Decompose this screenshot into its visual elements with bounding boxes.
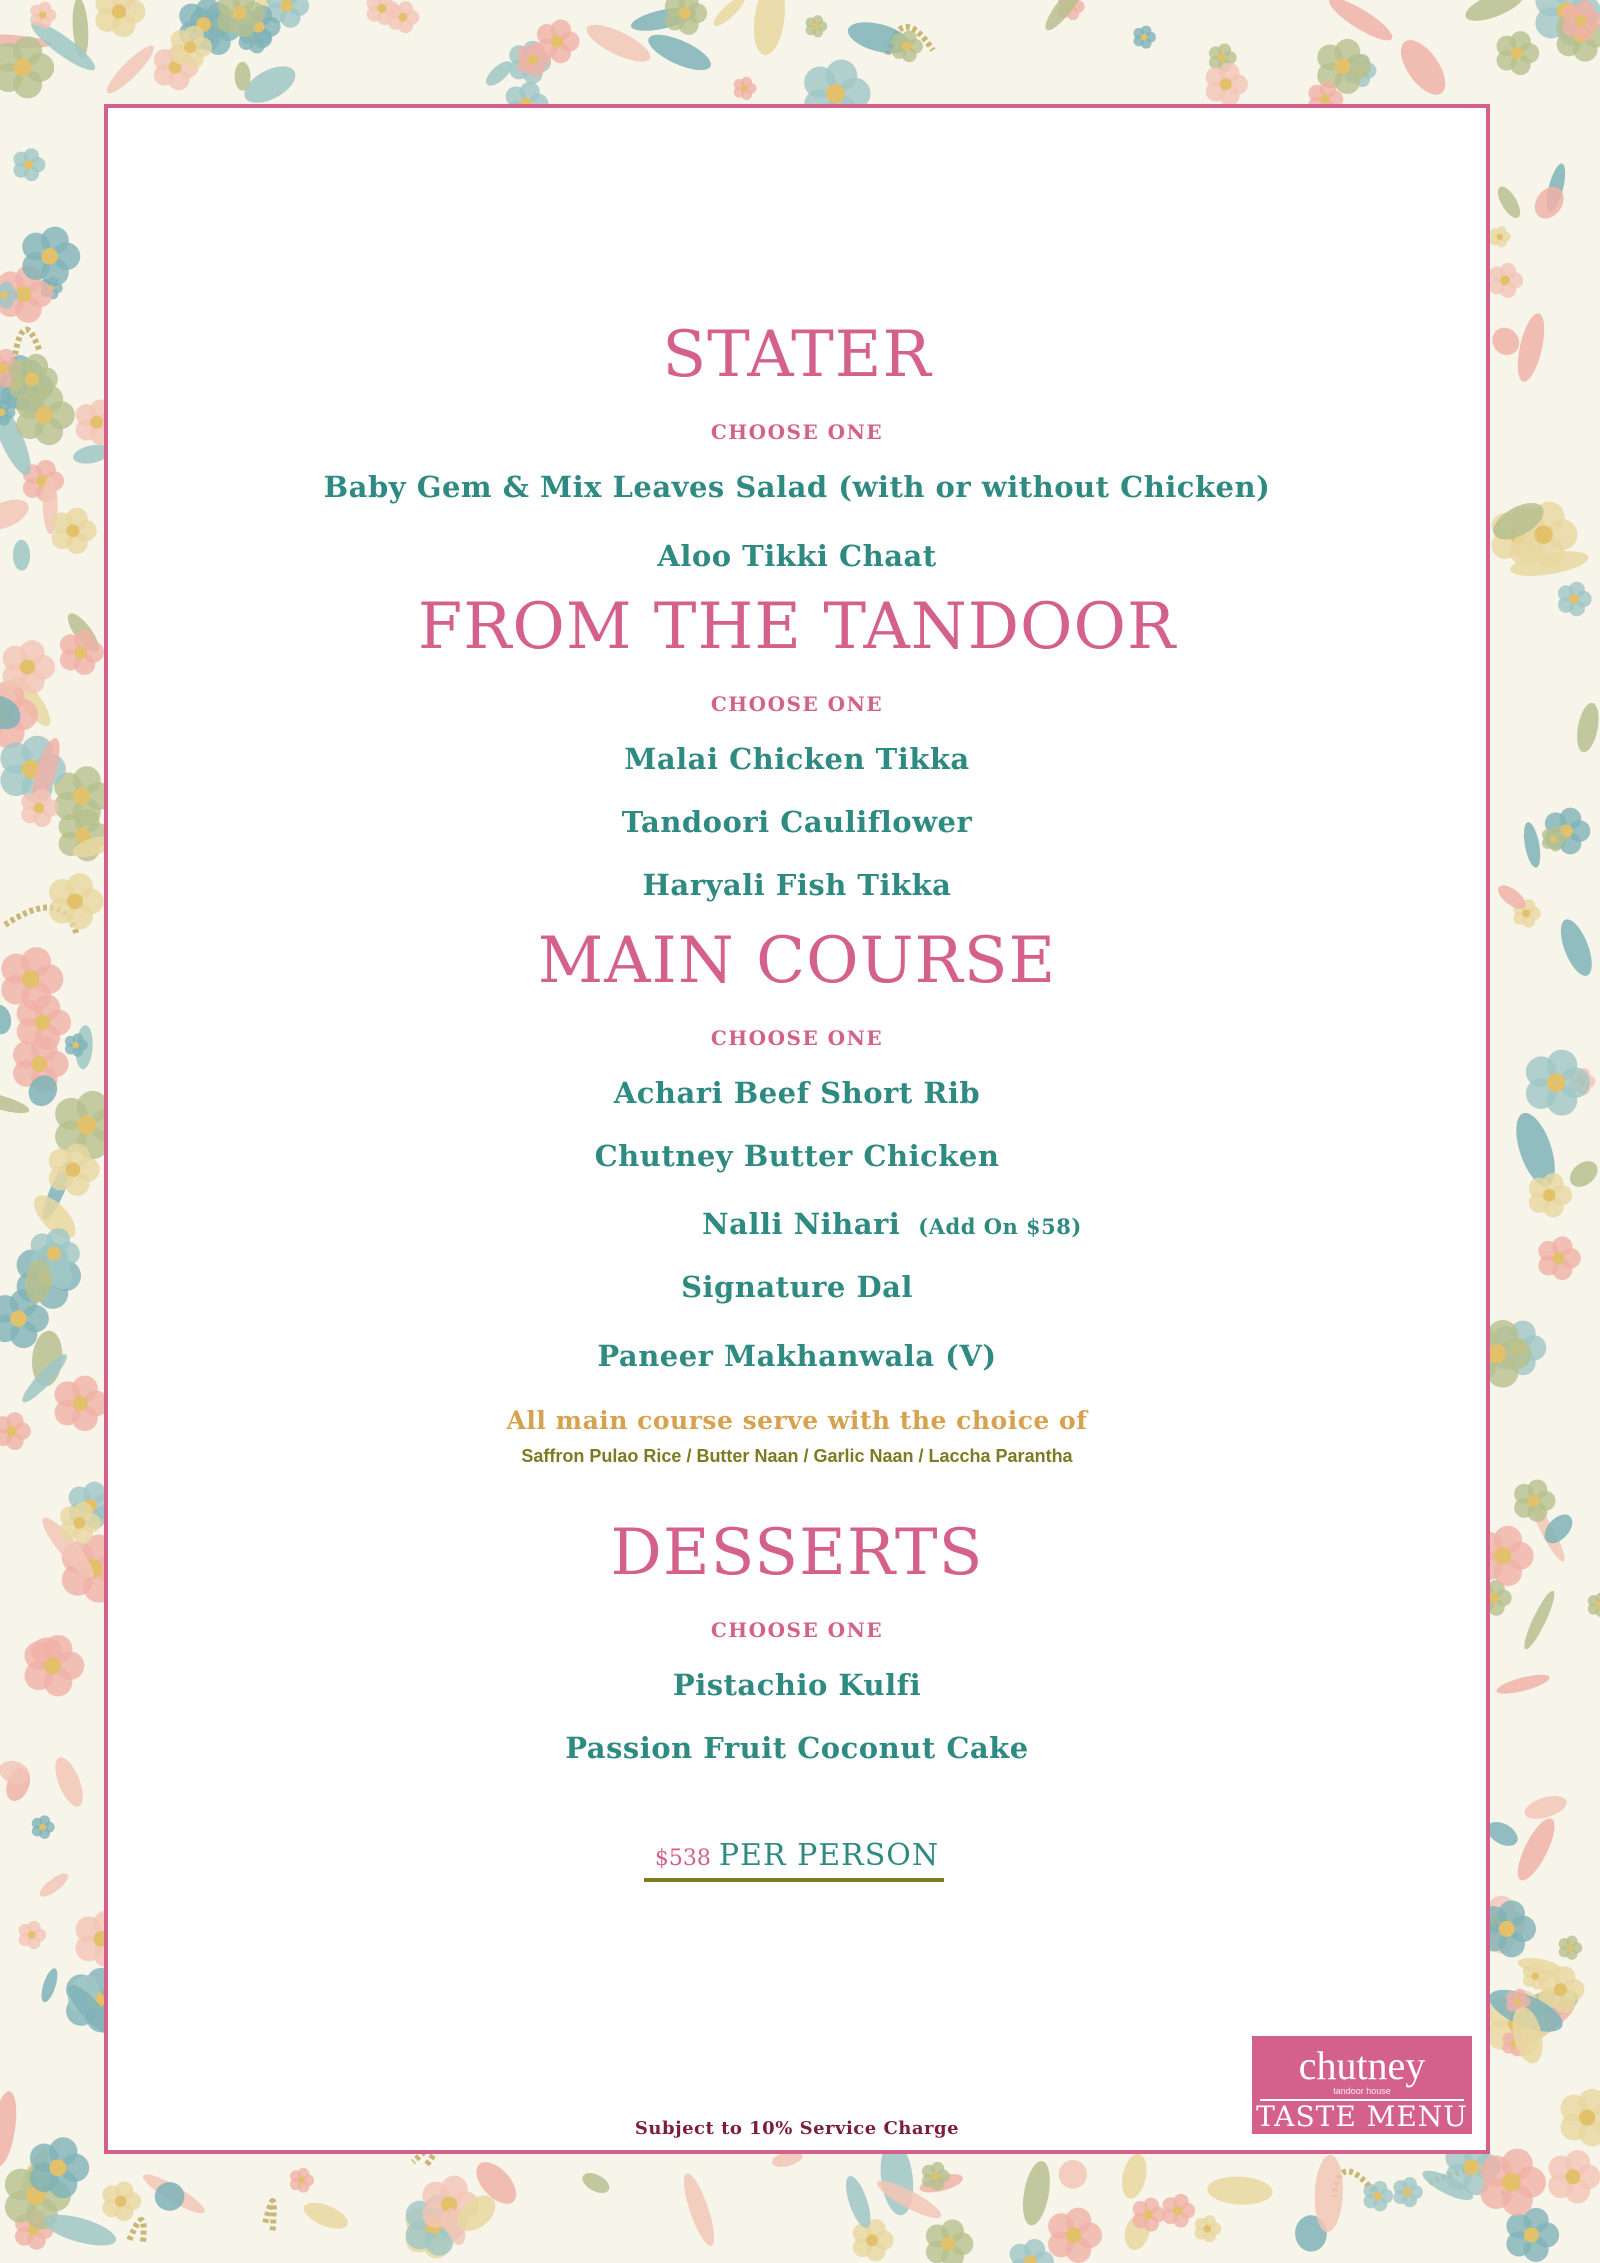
addon-price: (Add On $58) bbox=[918, 1214, 1082, 1239]
chutney-logo bbox=[1252, 2036, 1472, 2134]
main-item-with-addon bbox=[108, 1207, 1486, 1241]
main-choose-label: CHOOSE ONE bbox=[710, 1026, 884, 1050]
main-item: Signature Dal bbox=[681, 1270, 913, 1304]
price-amount: $538 bbox=[654, 1846, 711, 1871]
dessert-item: Passion Fruit Coconut Cake bbox=[565, 1731, 1029, 1765]
desserts-choose-label: CHOOSE ONE bbox=[710, 1618, 884, 1642]
price-per-person bbox=[108, 1838, 1486, 1873]
main-item: Paneer Makhanwala (V) bbox=[597, 1339, 997, 1373]
price-label: PER PERSON bbox=[718, 1838, 940, 1873]
tandoor-item: Haryali Fish Tikka bbox=[642, 868, 952, 902]
tandoor-item: Malai Chicken Tikka bbox=[624, 742, 970, 776]
logo-subtitle: tandoor house bbox=[1333, 2086, 1391, 2096]
starter-choose-label: CHOOSE ONE bbox=[710, 420, 884, 444]
desserts-heading: DESSERTS bbox=[610, 1516, 984, 1590]
main-course-note: All main course serve with the choice of bbox=[506, 1406, 1088, 1435]
starter-item: Aloo Tikki Chaat bbox=[657, 539, 937, 573]
tandoor-item: Tandoori Cauliflower bbox=[621, 805, 973, 839]
dessert-item: Pistachio Kulfi bbox=[672, 1668, 922, 1702]
tandoor-choose-label: CHOOSE ONE bbox=[710, 692, 884, 716]
tandoor-heading: FROM THE TANDOOR bbox=[417, 590, 1177, 664]
main-item: Achari Beef Short Rib bbox=[613, 1076, 981, 1110]
menu-card bbox=[104, 104, 1490, 2154]
logo-tagline: TASTE MENU bbox=[1256, 2100, 1468, 2133]
starter-heading: STATER bbox=[662, 318, 932, 392]
main-item: Chutney Butter Chicken bbox=[594, 1139, 1000, 1173]
starter-item: Baby Gem & Mix Leaves Salad (with or without Chicken) bbox=[323, 470, 1271, 504]
main-course-sides: Saffron Pulao Rice / Butter Naan / Garlic Naan / Laccha Parantha bbox=[521, 1446, 1073, 1466]
logo-name: chutney bbox=[1298, 2043, 1426, 2088]
service-charge-note: Subject to 10% Service Charge bbox=[634, 2118, 960, 2139]
main-item: Nalli Nihari bbox=[702, 1207, 901, 1241]
price-underline bbox=[644, 1878, 944, 1882]
main-course-heading: MAIN COURSE bbox=[537, 924, 1057, 998]
